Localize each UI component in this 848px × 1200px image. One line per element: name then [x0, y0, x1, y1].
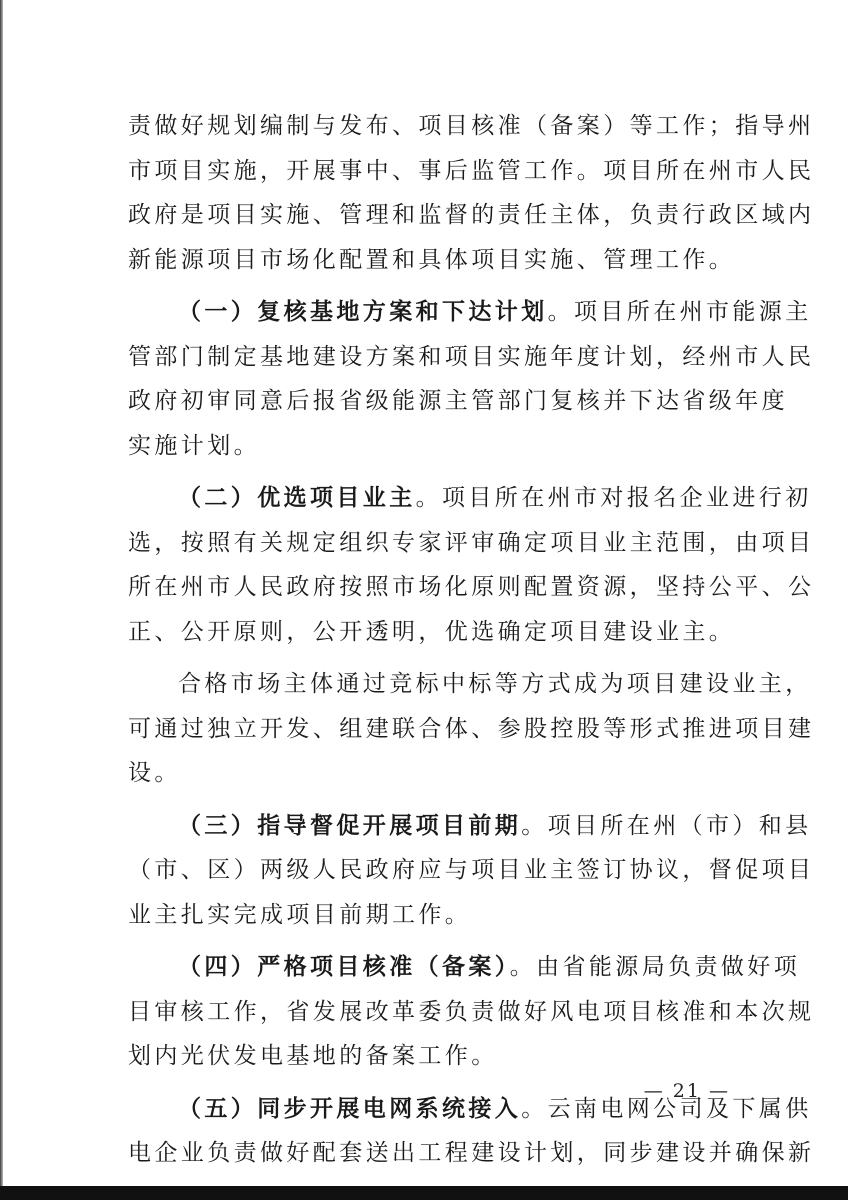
section-heading-4: （四）严格项目核准（备案）	[178, 953, 510, 980]
text-line: 设。	[128, 760, 181, 786]
text-span: 。项目所在州市对报名企业进行初	[415, 485, 812, 511]
text-span: 。云南电网公司及下属供	[521, 1095, 812, 1122]
paragraph-first-line	[128, 476, 812, 521]
text-line: 所在州市人民政府按照市场化原则配置资源，坚持公平、公	[128, 574, 815, 600]
text-line: 目审核工作，省发展改革委负责做好风电项目核准和本次规	[128, 998, 815, 1025]
text-line: （市、区）两级人民政府应与项目业主签订协议，督促项目	[128, 857, 815, 883]
section-heading-5: （五）同步开展电网系统接入	[178, 1094, 522, 1122]
paragraph-first-line	[128, 290, 812, 335]
text-line: 政府是项目实施、管理和监督的责任主体，负责行政区域内	[128, 202, 815, 228]
scan-edge-left	[0, 0, 3, 1200]
section-heading-1: （一）复核基地方案和下达计划	[178, 298, 548, 325]
text-span: 。由省能源局负责做好项	[509, 954, 801, 980]
text-line: 正、公开原则，公开透明，优选确定项目建设业主。	[128, 618, 736, 645]
section-heading-3: （三）指导督促开展项目前期	[178, 811, 522, 839]
paragraph-first-line: 合格市场主体通过竞标中标等方式成为项目建设业主，	[178, 671, 812, 697]
body-text	[128, 104, 815, 1176]
section-heading-2: （二）优选项目业主	[178, 484, 416, 511]
scan-edge-bottom	[0, 1186, 848, 1200]
text-span: 。项目所在州（市）和县	[521, 812, 812, 839]
paragraph-first-line	[128, 804, 812, 849]
text-line: 市项目实施，开展事中、事后监管工作。项目所在州市人民	[128, 157, 815, 184]
text-line: 业主扎实完成项目前期工作。	[128, 901, 472, 928]
text-span: 。项目所在州市能源主	[547, 299, 812, 325]
page-number: — 21 —	[643, 1080, 730, 1102]
text-line: 管部门制定基地建设方案和项目实施年度计划，经州市人民	[128, 343, 815, 370]
text-line: 划内光伏发电基地的备案工作。	[128, 1043, 498, 1069]
paragraph-first-line	[128, 945, 801, 990]
text-line: 新能源项目市场化配置和具体项目实施、管理工作。	[128, 246, 736, 273]
text-line: 可通过独立开发、组建联合体、参股控股等形式推进项目建	[128, 715, 815, 742]
text-line: 选，按照有关规定组织专家评审确定项目业主范围，由项目	[128, 529, 815, 556]
text-line: 政府初审同意后报省级能源主管部门复核并下达省级年度	[128, 388, 788, 414]
text-line: 实施计划。	[128, 432, 260, 459]
text-line: 电企业负责做好配套送出工程建设计划，同步建设并确保新	[128, 1140, 815, 1166]
text-line: 责做好规划编制与发布、项目核准（备案）等工作；指导州	[128, 113, 815, 139]
